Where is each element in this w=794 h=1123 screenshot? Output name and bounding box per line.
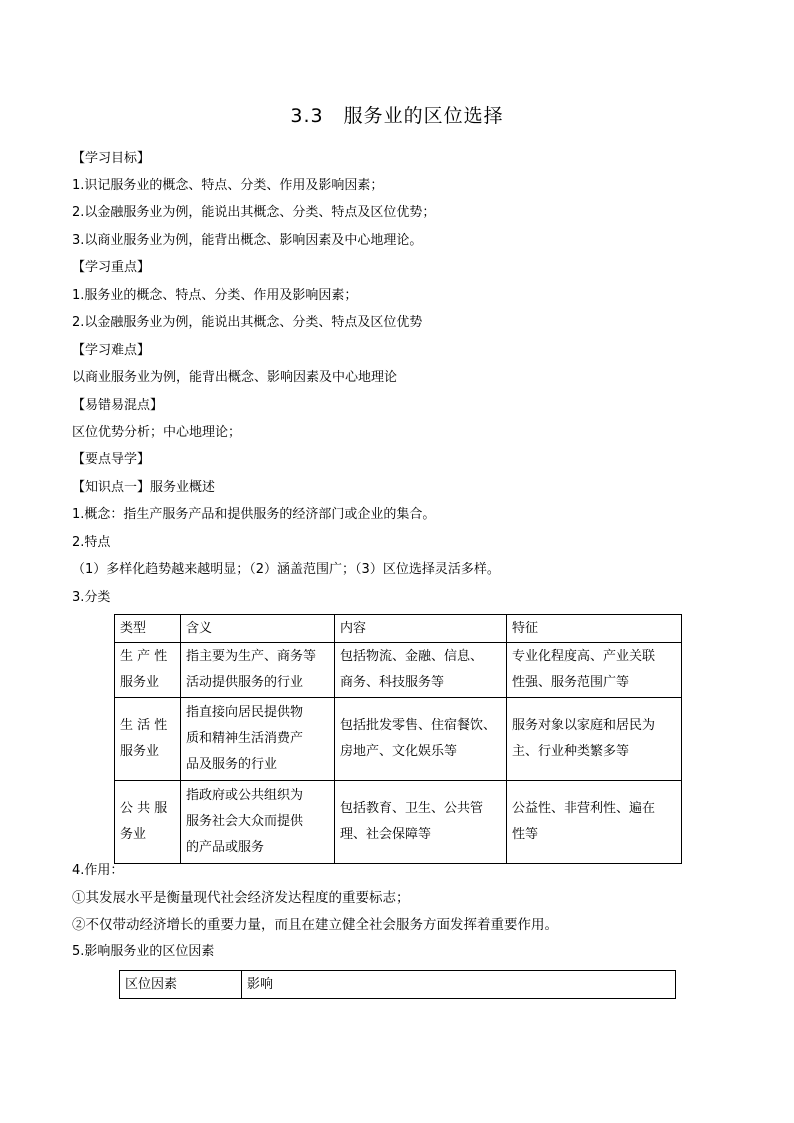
table-cell-content <box>335 781 507 864</box>
objective-item: 2.以金融服务业为例，能说出其概念、分类、特点及区位优势； <box>72 205 436 220</box>
features-heading: 2.特点 <box>72 535 111 550</box>
cell-line: 服务业 <box>120 744 160 759</box>
knowledge-point-heading: 【知识点一】服务业概述 <box>72 480 216 495</box>
classification-table <box>114 614 682 864</box>
cell-line: 公益性、非营利性、遍在 <box>512 801 656 816</box>
difficulty-heading: 【学习难点】 <box>72 343 151 358</box>
table-header-cell: 内容 <box>335 615 507 643</box>
cell-line: 务业 <box>120 827 147 842</box>
table-cell-meaning <box>181 643 335 698</box>
cell-line: 包括教育、卫生、公共管 <box>340 801 484 816</box>
table-header-row <box>120 971 676 999</box>
difficulty-text: 以商业服务业为例，能背出概念、影响因素及中心地理论 <box>72 370 398 385</box>
features-text: （1）多样化趋势越来越明显；（2）涵盖范围广；（3）区位选择灵活多样。 <box>72 562 500 577</box>
key-point-item: 1.服务业的概念、特点、分类、作用及影响因素； <box>72 288 358 303</box>
key-point-item: 2.以金融服务业为例，能说出其概念、分类、特点及区位优势 <box>72 315 423 330</box>
factors-heading: 5.影响服务业的区位因素 <box>72 944 215 959</box>
cell-line: 生 活 性 <box>120 718 168 733</box>
cell-line: 服务业 <box>120 675 160 690</box>
objective-item: 3.以商业服务业为例，能背出概念、影响因素及中心地理论。 <box>72 233 423 248</box>
cell-line: 活动提供服务的行业 <box>186 675 304 690</box>
cell-line: 公 共 服 <box>120 801 168 816</box>
table-header-row <box>115 615 682 643</box>
cell-line: 品及服务的行业 <box>186 757 278 772</box>
table-cell-feature <box>507 698 682 781</box>
cell-line: 性等 <box>512 827 539 842</box>
concept-text: 1.概念：指生产服务产品和提供服务的经济部门或企业的集合。 <box>72 507 436 522</box>
table-header-cell: 含义 <box>181 615 335 643</box>
cell-line: 房地产、文化娱乐等 <box>340 744 458 759</box>
cell-line: 质和精神生活消费产 <box>186 731 304 746</box>
table-header-cell: 影响 <box>242 971 676 999</box>
key-points-heading: 【学习重点】 <box>72 260 151 275</box>
cell-line: 主、行业种类繁多等 <box>512 744 630 759</box>
table-row <box>115 781 682 864</box>
cell-line: 服务社会大众而提供 <box>186 814 304 829</box>
cell-line: 指政府或公共组织为 <box>186 788 304 803</box>
factors-table <box>119 970 676 999</box>
cell-line: 生 产 性 <box>120 649 168 664</box>
objectives-heading: 【学习目标】 <box>72 151 151 166</box>
table-header-cell: 类型 <box>115 615 181 643</box>
role-heading: 4.作用： <box>72 863 124 878</box>
role-item: ①其发展水平是衡量现代社会经济发达程度的重要标志； <box>72 890 410 905</box>
cell-line: 服务对象以家庭和居民为 <box>512 718 656 733</box>
cell-line: 的产品或服务 <box>186 840 265 855</box>
cell-line: 指主要为生产、商务等 <box>186 649 317 664</box>
cell-line: 商务、科技服务等 <box>340 675 445 690</box>
classification-heading: 3.分类 <box>72 590 111 605</box>
table-cell-type <box>115 698 181 781</box>
table-cell-meaning <box>181 698 335 781</box>
page-title: 3.3 服务业的区位选择 <box>290 105 504 127</box>
cell-line: 包括批发零售、住宿餐饮、 <box>340 718 497 733</box>
guide-heading: 【要点导学】 <box>72 452 151 467</box>
table-row <box>115 643 682 698</box>
table-cell-feature <box>507 643 682 698</box>
table-cell-content <box>335 643 507 698</box>
table-cell-meaning <box>181 781 335 864</box>
table-header-cell: 特征 <box>507 615 682 643</box>
cell-line: 性强、服务范围广等 <box>512 675 630 690</box>
table-header-cell: 区位因素 <box>120 971 242 999</box>
table-cell-feature <box>507 781 682 864</box>
mistake-heading: 【易错易混点】 <box>72 398 164 413</box>
cell-line: 专业化程度高、产业关联 <box>512 649 656 664</box>
mistake-text: 区位优势分析；中心地理论； <box>72 425 242 440</box>
cell-line: 指直接向居民提供物 <box>186 705 304 720</box>
role-item: ②不仅带动经济增长的重要力量，而且在建立健全社会服务方面发挥着重要作用。 <box>72 917 558 932</box>
cell-line: 包括物流、金融、信息、 <box>340 649 484 664</box>
table-cell-type <box>115 643 181 698</box>
table-cell-type <box>115 781 181 864</box>
objective-item: 1.识记服务业的概念、特点、分类、作用及影响因素； <box>72 178 384 193</box>
cell-line: 理、社会保障等 <box>340 827 432 842</box>
table-row <box>115 698 682 781</box>
table-cell-content <box>335 698 507 781</box>
